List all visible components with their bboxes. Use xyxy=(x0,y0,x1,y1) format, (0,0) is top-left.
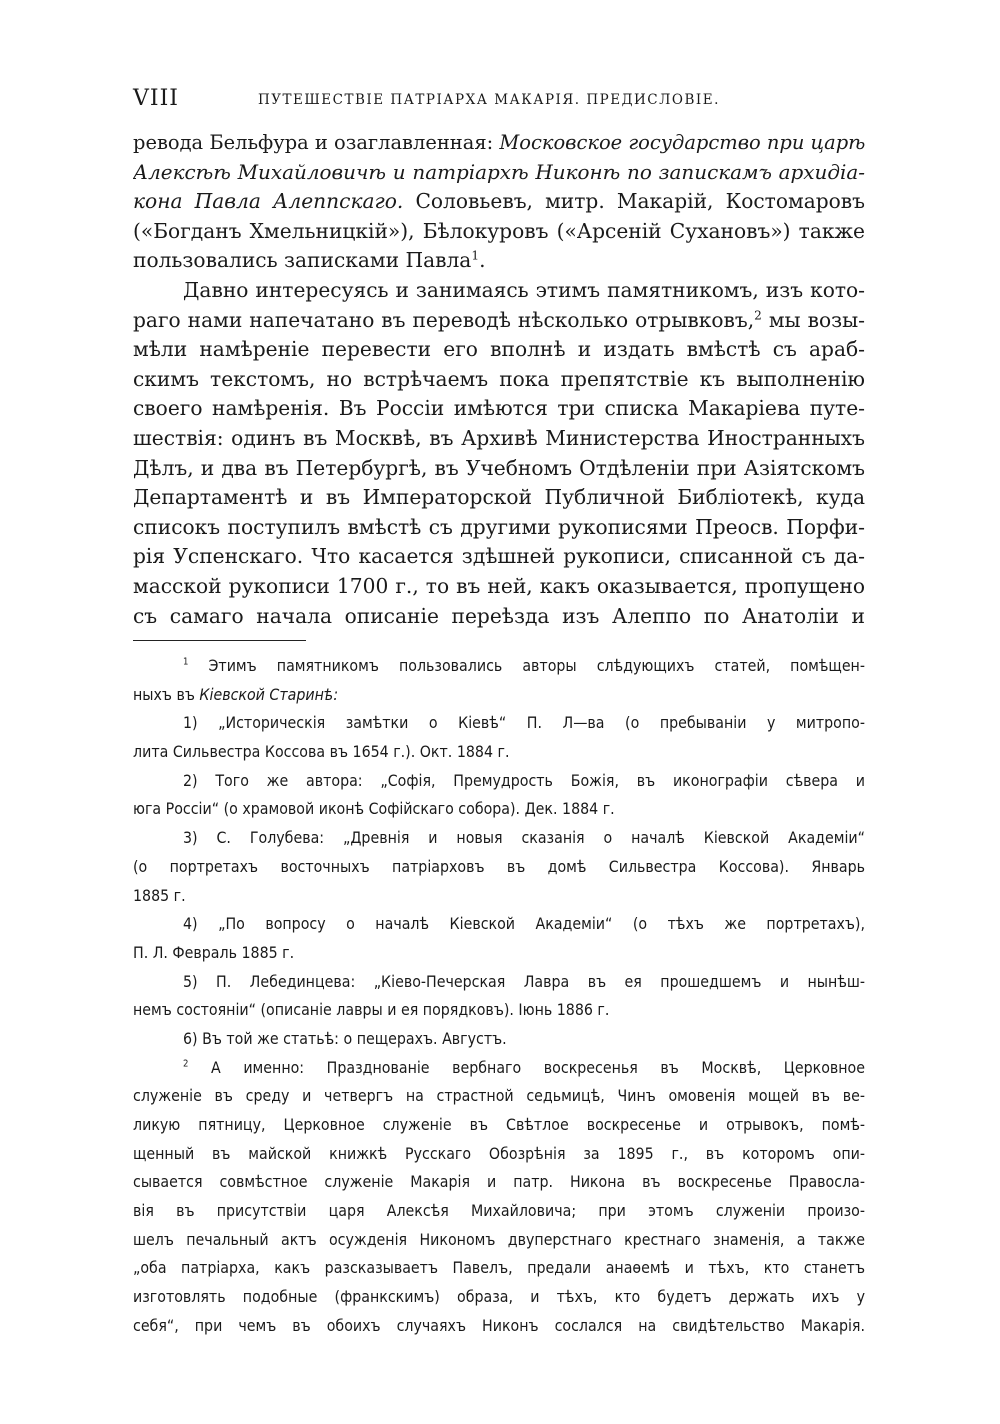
footnote-line: 6) Въ той же статьѣ: о пещерахъ. Августъ. xyxy=(183,1028,507,1048)
page-number: VIII xyxy=(133,86,179,111)
footnote-line: 1885 г. xyxy=(133,885,186,905)
text-line: шествія: одинъ въ Москвѣ, въ Архивѣ Министерства Иностранныхъ xyxy=(133,425,865,450)
text-line: Давно интересуясь и занимаясь этимъ памятникомъ, изъ кото- xyxy=(183,277,865,302)
text-line: кона Павла Алеппскаго. Соловьевъ, митр. Макарій, Костомаровъ xyxy=(133,189,865,214)
text-line: рія Успенскаго. Что касается здѣшней рукописи, списанной съ да- xyxy=(133,544,865,569)
footnote-line: $^1$ Этимъ памятникомъ пользовались авторы слѣдующихъ статей, помѣщен- xyxy=(183,656,865,675)
main-text xyxy=(133,128,865,631)
footnote-mark: 1 xyxy=(183,656,189,668)
text-line: Департаментѣ и въ Императорской Публичной Библіотекѣ, куда xyxy=(133,485,865,510)
text-line: мѣли намѣреніе перевести его вполнѣ и издать вмѣстѣ съ араб- xyxy=(133,337,865,362)
text-line: Алексѣѣ Михайловичѣ и патріархѣ Никонѣ по запискамъ архидіа- xyxy=(133,159,865,184)
running-title: ПУТЕШЕСТВІЕ ПАТРІАРХА МАКАРІЯ. ПРЕДИСЛОВІЕ. xyxy=(258,92,720,108)
footnote-line: юга Россіи“ (о храмовой иконѣ Софійскаго собора). Дек. 1884 г. xyxy=(133,799,615,819)
footnote-ref: 1 xyxy=(471,248,480,263)
footnote-line: изготовлять подобные (франкскимъ) образа, и тѣхъ, кто будетъ держать ихъ у xyxy=(133,1287,865,1307)
footnote-line: служеніе въ среду и четвергъ на страстной седьмицѣ, Чинъ омовенія мощей въ ве- xyxy=(133,1086,865,1106)
footnote-line: 4) „По вопросу о началѣ Кіевской Академіи“ (о тѣхъ же портретахъ), xyxy=(183,914,865,934)
text-line: съ самаго начала описаніе переѣзда изъ Алеппо по Анатоліи и xyxy=(133,603,865,628)
text-line: своего намѣренія. Въ Россіи имѣются три списка Макаріева путе- xyxy=(133,396,865,421)
footnote-line: П. Л. Февраль 1885 г. xyxy=(133,942,295,962)
footnote-line: „оба патріарха, какъ разсказываетъ Павелъ, предали анаѳемѣ и тѣхъ, кто станетъ xyxy=(133,1258,865,1278)
text-line: скимъ текстомъ, но встрѣчаемъ пока препятствіе къ выполненію xyxy=(133,366,865,391)
page-header xyxy=(133,86,865,116)
text-line: раго нами напечатано въ переводѣ нѣсколько отрывковъ,$^2$ мы возы- xyxy=(133,307,865,332)
footnote-ref: 2 xyxy=(754,307,762,322)
footnote-line: $^2$ А именно: Празднованіе вербнаго воскресенья въ Москвѣ, Церковное xyxy=(183,1057,865,1077)
italic-journal: Кіевской Старинѣ: xyxy=(199,684,339,704)
footnote-line: шелъ печальный актъ осужденія Никономъ двуперстнаго крестнаго знаменія, а также xyxy=(133,1229,865,1249)
footnote-line: (о портретахъ восточныхъ патріарховъ въ домѣ Сильвестра Коссова). Январь xyxy=(133,856,865,876)
footnote-line: 3) С. Голубева: „Древнія и новыя сказанія о началѣ Кіевской Академіи“ xyxy=(183,828,865,848)
footnote-line: вія въ присутствіи царя Алексѣя Михайловича; при этомъ служеніи произо- xyxy=(133,1201,865,1221)
text-line: масской рукописи 1700 г., то въ ней, какъ оказывается, пропущено xyxy=(133,573,865,598)
footnote-line: лита Сильвестра Коссова въ 1654 г.). Окт. 1884 г. xyxy=(133,742,510,762)
footnote-line: 5) П. Лебединцева: „Кіево-Печерская Лавра въ ея прошедшемъ и нынѣш- xyxy=(183,971,865,991)
footnote-line: 1) „Историческія замѣтки о Кіевѣ“ П. Л—ва (о пребываніи у митропо- xyxy=(183,713,865,733)
footnote-line: щенный въ майской книжкѣ Русскаго Обозрѣнія за 1895 г., въ которомъ опи- xyxy=(133,1143,865,1163)
text-line: («Богданъ Хмельницкій»), Бѣлокуровъ («Арсеній Сухановъ») также xyxy=(133,218,865,243)
text-line: Дѣлъ, и два въ Петербургѣ, въ Учебномъ Отдѣленіи при Азіятскомъ xyxy=(133,455,865,480)
footnote-line: немъ состояніи“ (описаніе лавры и ея порядковъ). Іюнь 1886 г. xyxy=(133,1000,610,1020)
footnote-line: сывается совмѣстное служеніе Макарія и патр. Никона въ воскресенье Правосла- xyxy=(133,1172,865,1192)
footnotes xyxy=(133,652,865,1341)
text-line: ревода Бельфура и озаглавленная: Московское государство при царѣ xyxy=(133,131,865,154)
footnote-divider xyxy=(133,640,306,641)
text-line: пользовались записками Павла$^1$. xyxy=(133,248,486,273)
footnote-line: себя“, при чемъ въ обоихъ случаяхъ Никонъ сослался на свидѣтельство Макарія. xyxy=(133,1315,865,1335)
footnote-line: ныхъ въ Кіевской Старинѣ: xyxy=(133,684,339,704)
italic-title: Московское государство при царѣ xyxy=(499,131,865,154)
footnote-mark: 2 xyxy=(183,1058,189,1070)
footnote-line: 2) Того же автора: „Софія, Премудрость Божія, въ иконографіи сѣвера и xyxy=(183,770,865,790)
text-line: списокъ поступилъ вмѣстѣ съ другими рукописями Преосв. Порфи- xyxy=(133,514,865,539)
footnote-line: ликую пятницу, Церковное служеніе въ Свѣтлое воскресенье и отрывокъ, помѣ- xyxy=(133,1115,865,1134)
